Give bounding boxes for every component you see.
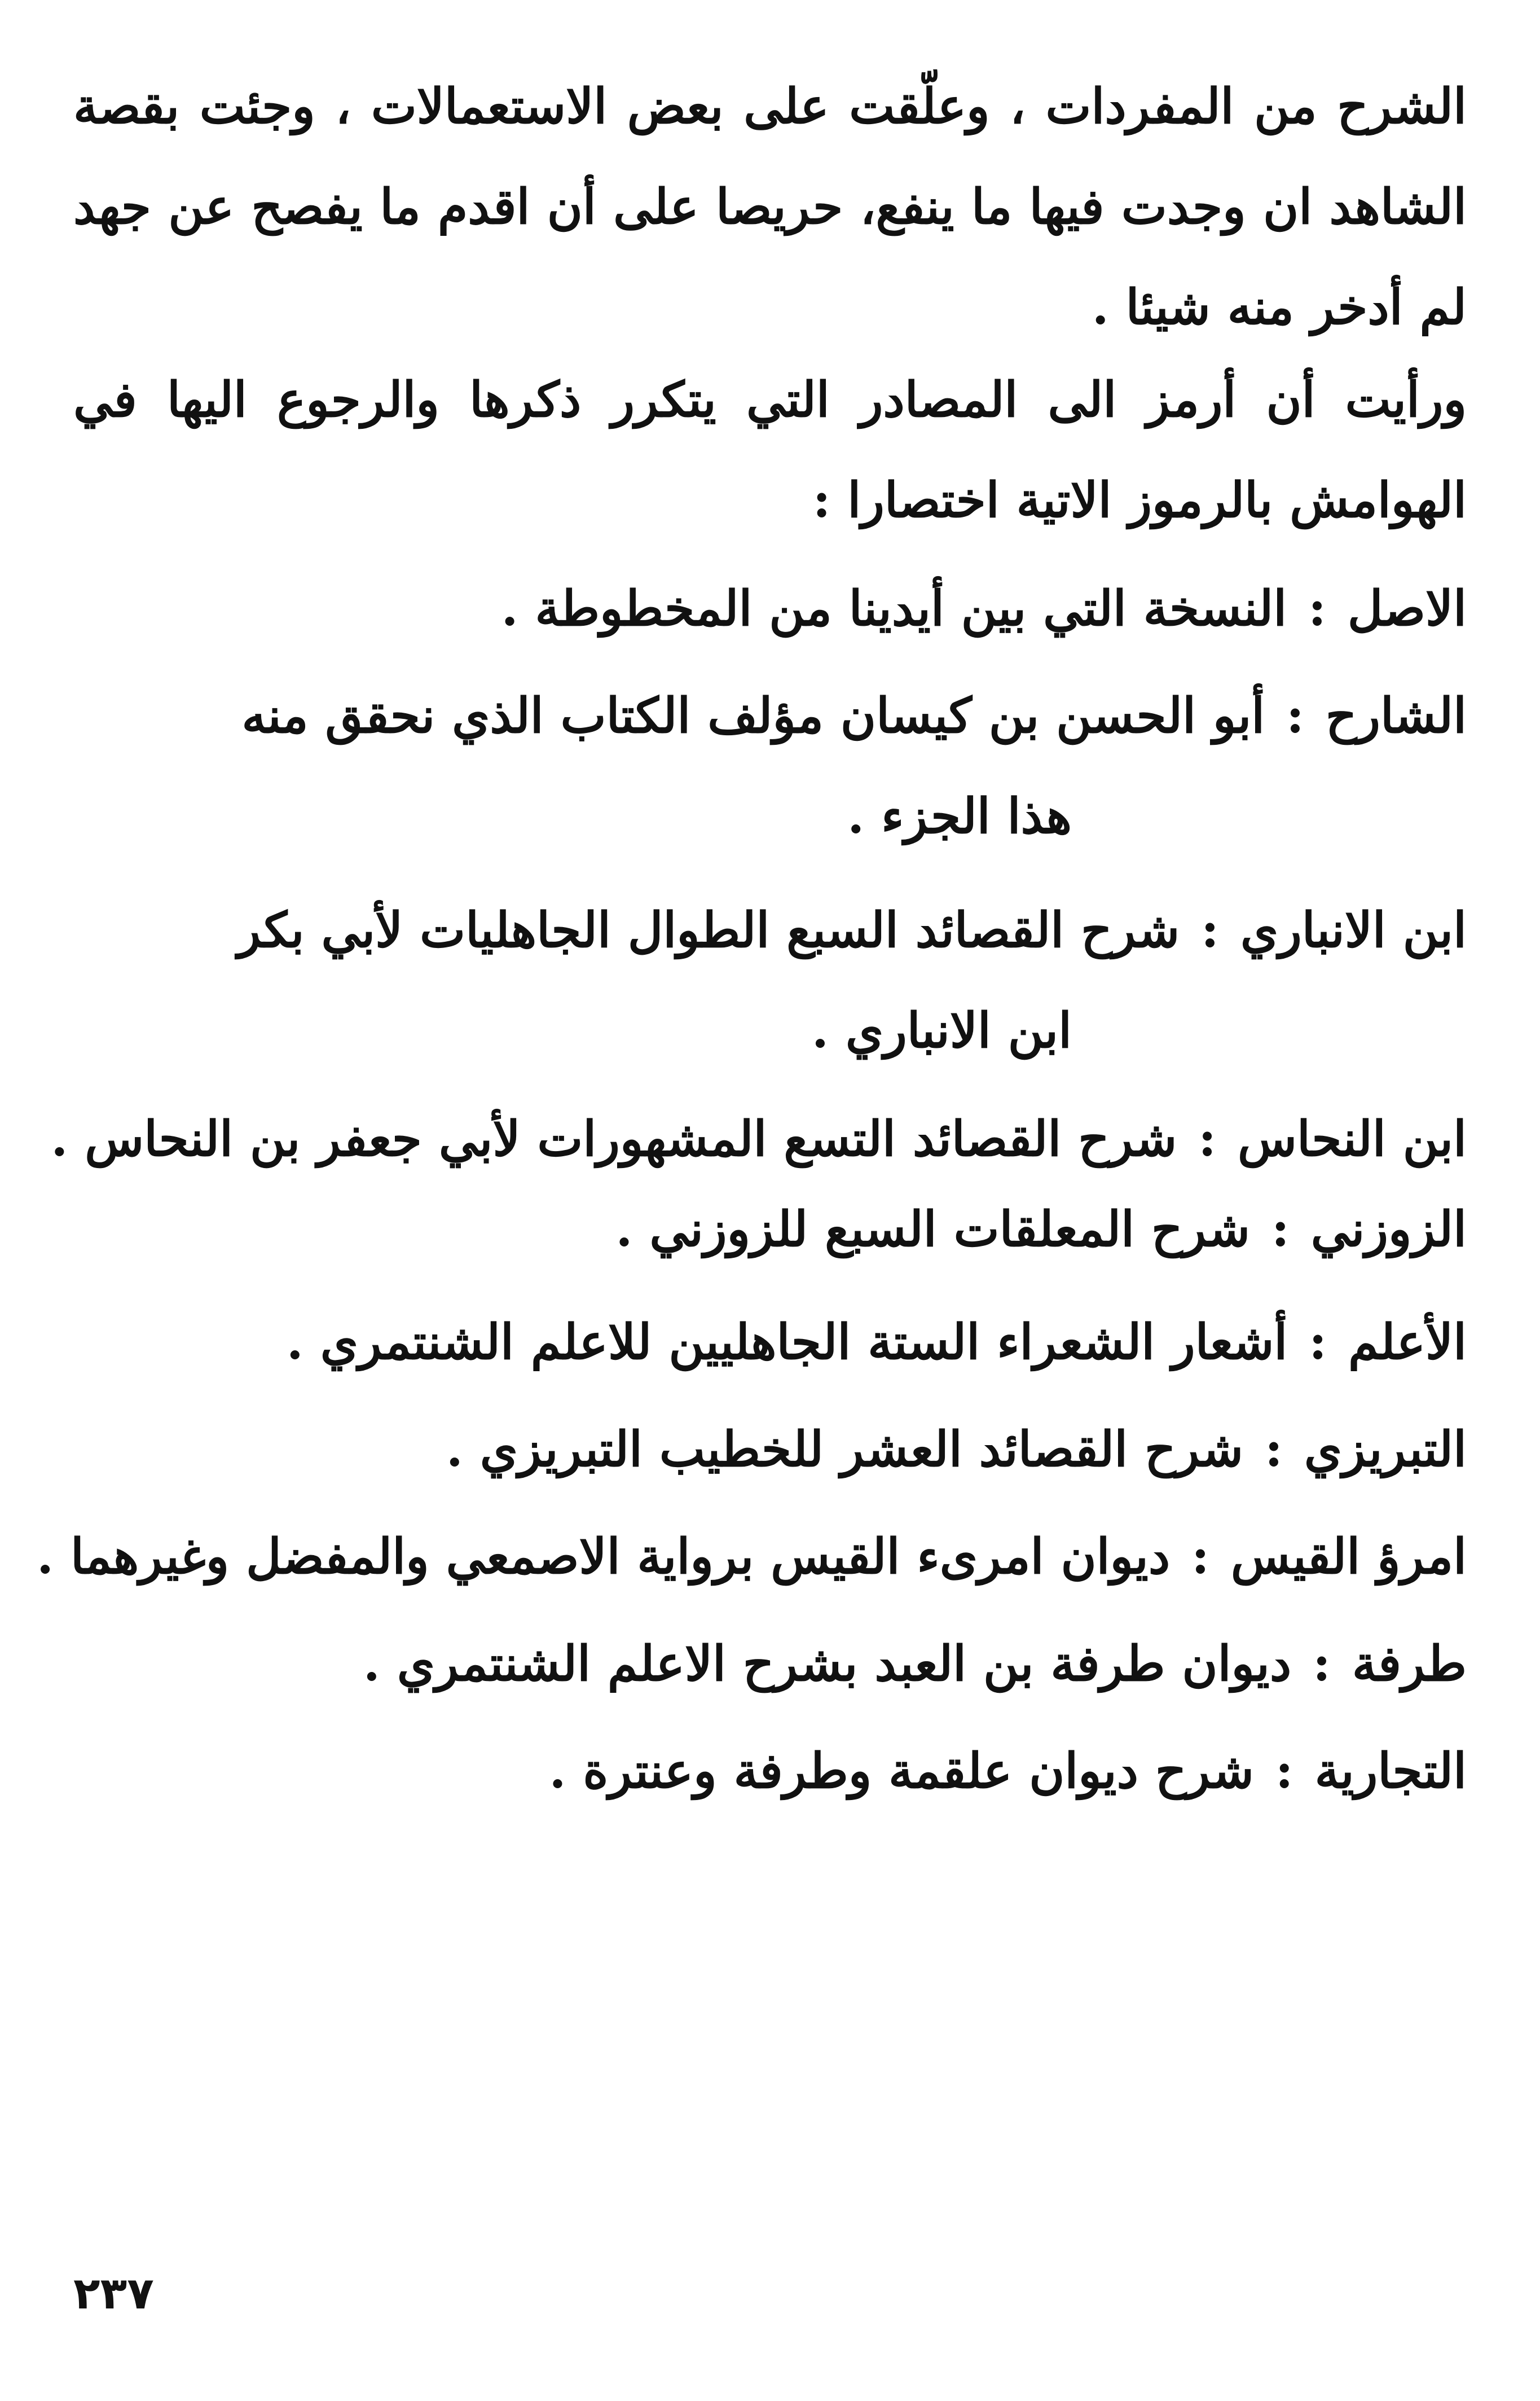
abbreviation-entry-tijariyya: [73, 1721, 1467, 1821]
abbreviation-entry-asl: [73, 559, 1467, 659]
abbreviation-definition: شرح القصائد السبع الطوال الجاهليات لأبي بكر: [237, 902, 1180, 959]
abbreviation-term: امرؤ القيس: [1230, 1528, 1467, 1585]
abbreviation-term: الشارح: [1325, 687, 1467, 744]
abbreviation-term: التبريزي: [1304, 1421, 1467, 1478]
abbreviation-term: ابن الانباري: [1240, 902, 1467, 959]
abbreviation-separator: :: [1271, 1201, 1290, 1258]
abbreviation-definition: شرح المعلقات السبع للزوزني .: [615, 1201, 1251, 1258]
abbreviation-entry-tabrizi: [73, 1399, 1467, 1500]
abbreviation-definition: شرح القصائد العشر للخطيب التبريزي .: [446, 1421, 1244, 1478]
abbreviation-definition: أشعار الشعراء الستة الجاهليين للاعلم الشنتمري .: [286, 1314, 1288, 1371]
abbreviation-term: التجارية: [1314, 1742, 1467, 1799]
abbreviation-separator: :: [1201, 902, 1219, 959]
abbreviation-term: الأعلم: [1348, 1314, 1467, 1371]
abbreviation-separator: :: [1275, 1742, 1293, 1799]
abbreviation-separator: :: [1191, 1528, 1209, 1585]
abbreviation-entry-ibn-nahhas: [51, 1089, 1467, 1189]
abbreviation-separator: :: [1198, 1110, 1217, 1167]
abbreviation-separator: :: [1265, 1421, 1283, 1478]
abbreviation-intro-paragraph: ورأيت أن أرمز الى المصادر التي يتكرر ذكرها والرجوع اليها في الهوامش بالرموز الاتية اختصارا :: [73, 371, 1467, 529]
abbreviation-term: الزوزني: [1310, 1201, 1467, 1258]
abbreviation-definition: النسخة التي بين أيدينا من المخطوطة .: [501, 580, 1287, 637]
abbreviation-term: طرفة: [1352, 1635, 1467, 1692]
abbreviation-entry-tarafa: [73, 1614, 1467, 1714]
abbreviation-definition: شرح ديوان علقمة وطرفة وعنترة .: [549, 1742, 1254, 1799]
abbreviation-entry-imru-al-qays: [37, 1507, 1467, 1607]
abbreviation-definition: ديوان امرىء القيس برواية الاصمعي والمفضل وغيرهما .: [37, 1528, 1171, 1585]
abbreviation-definition: ديوان طرفة بن العبد بشرح الاعلم الشنتمري .: [363, 1635, 1292, 1692]
abbreviation-entry-ibn-anbari: [73, 880, 1467, 1081]
abbreviation-separator: :: [1286, 687, 1304, 744]
abbreviation-definition-continuation: ابن الانباري .: [812, 1002, 1072, 1059]
abbreviation-separator: :: [1313, 1635, 1331, 1692]
abbreviation-entry-sharih: [73, 666, 1467, 867]
abbreviation-separator: :: [1309, 1314, 1327, 1371]
page-number: ٢٣٧: [73, 2268, 154, 2319]
intro-paragraph: الشرح من المفردات ، وعلّقت على بعض الاستعمالات ، وجئت بقصة الشاهد ان وجدت فيها ما ينفع، حريصا على أن اقدم ما يفصح عن جهد لم أدخر منه شيئا .: [73, 78, 1467, 336]
abbreviation-definition: شرح القصائد التسع المشهورات لأبي جعفر بن النحاس .: [51, 1110, 1177, 1167]
abbreviation-entry-zawzani: [73, 1179, 1467, 1280]
abbreviation-term: الاصل: [1347, 580, 1467, 637]
abbreviation-definition-continuation: هذا الجزء .: [847, 788, 1072, 845]
abbreviation-entry-alam: [73, 1292, 1467, 1393]
abbreviation-separator: :: [1308, 580, 1326, 637]
abbreviation-term: ابن النحاس: [1238, 1110, 1467, 1167]
abbreviation-definition: أبو الحسن بن كيسان مؤلف الكتاب الذي نحقق منه: [241, 687, 1265, 744]
